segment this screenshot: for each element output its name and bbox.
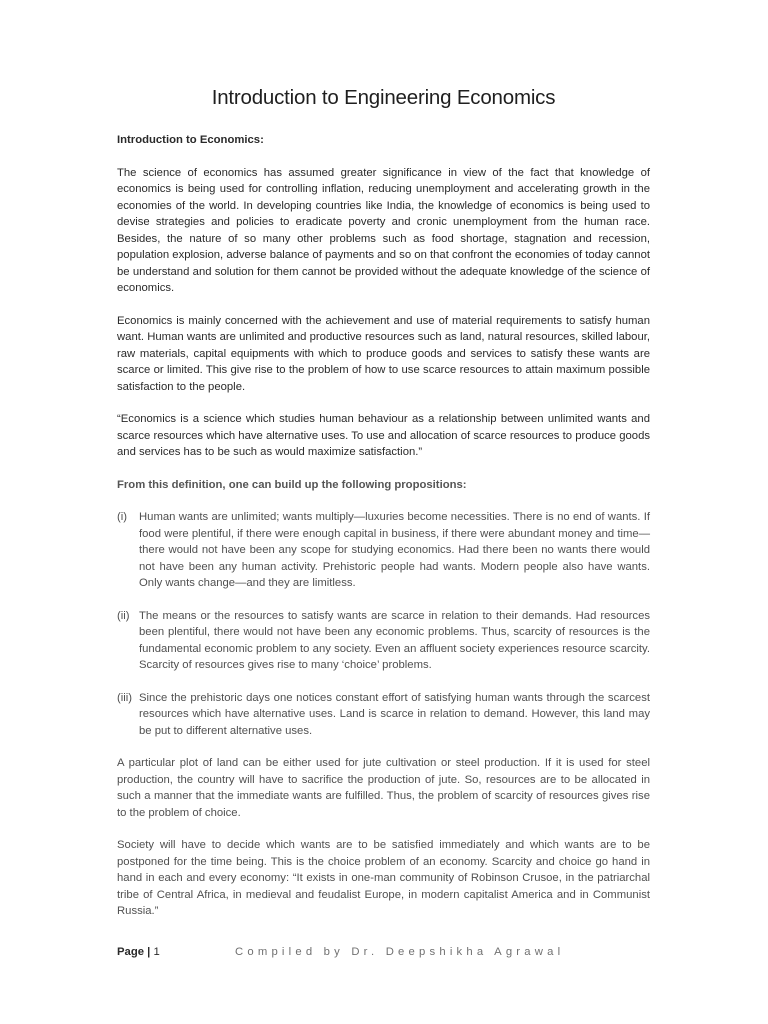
propositions-heading: From this definition, one can build up the following propositions: — [117, 478, 467, 491]
proposition-number: (i) — [117, 511, 128, 523]
proposition-text: Human wants are unlimited; wants multiply—luxuries become necessities. There is no end of wants. If food were plentiful, if there were enough capital in business, if there were abundant money and time—there would not have been any scope for studying economics. Had there been no wants there would not have been any human activity. Prehistoric people had wants. Modern people also have wants. Only wants change—and they are limitless. — [139, 511, 650, 589]
page-content — [117, 86, 650, 936]
definition-quote: “Economics is a science which studies human behaviour as a relationship between unlimited wants and scarce resources which have alternative uses. To use and allocation of scarce resources to produce goods and services has to be such as would maximize satisfaction.” — [117, 413, 650, 458]
compiled-by-credit: Compiled by Dr. Deepshikha Agrawal — [235, 946, 565, 958]
page-number-label — [117, 946, 160, 958]
paragraph-significance: The science of economics has assumed greater significance in view of the fact that knowledge of economics is being used for controlling inflation, reducing unemployment and accelerating growth in the economies of the world. In developing countries like India, the knowledge of economics is being used to devise strategies and policies to eradicate poverty and cronic unemployment from the human race. Besides, the nature of so many other problems such as food shortage, stagnation and recession, population explosion, adverse balance of payments and so on that confront the economies of today cannot be understand and solution for them cannot be provided without the adequate knowledge of the science of economics. — [117, 166, 650, 294]
page-number: 1 — [153, 946, 160, 958]
page-word: Page — [117, 946, 145, 958]
paragraph-material-requirements: Economics is mainly concerned with the achievement and use of material requirements to satisfy human want. Human wants are unlimited and productive resources such as land, natural resources, skilled labour, raw materials, capital equipments with which to produce goods and services to satisfy these wants are scarce or limited. This give rise to the problem of how to use scarce resources to attain maximum possible satisfaction to the people. — [117, 314, 650, 393]
page-title: Introduction to Engineering Economics — [211, 86, 556, 109]
proposition-item — [117, 509, 650, 592]
proposition-text: The means or the resources to satisfy wants are scarce in relation to their demands. Had resources been plentiful, there would not have been any economic problems. Thus, scarcity of resources is the fundamental economic problem to any society. Even an affluent society experiences resource scarcity. Scarcity of resources gives rise to many ‘choice’ problems. — [139, 609, 650, 671]
page-separator: | — [144, 946, 154, 958]
proposition-item — [117, 690, 650, 740]
proposition-text: Since the prehistoric days one notices constant effort of satisfying human wants through the scarcest resources which have alternative uses. Land is scarce in relation to demand. However, this land may be put to different alternative uses. — [139, 691, 650, 737]
proposition-item — [117, 608, 650, 674]
paragraph-choice-problem: Society will have to decide which wants are to be satisfied immediately and which wants are to be postponed for the time being. This is the choice problem of an economy. Scarcity and choice go hand in hand in each and every economy: “It exists in one-man community of Robinson Crusoe, in the patriarchal tribe of Central Africa, in medieval and feudalist Europe, in modern capitalist America and in Communist Russia.” — [117, 839, 650, 917]
proposition-number: (iii) — [117, 691, 133, 704]
proposition-number: (ii) — [117, 609, 130, 622]
paragraph-land-use: A particular plot of land can be either used for jute cultivation or steel production. If it is used for steel production, the country will have to sacrifice the production of jute. So, resources are to be allocated in such a manner that the immediate wants are fulfilled. Thus, the problem of scarcity of resources gives rise to the problem of choice. — [117, 757, 650, 819]
section-heading: Introduction to Economics: — [117, 134, 264, 146]
page-footer — [117, 946, 650, 964]
